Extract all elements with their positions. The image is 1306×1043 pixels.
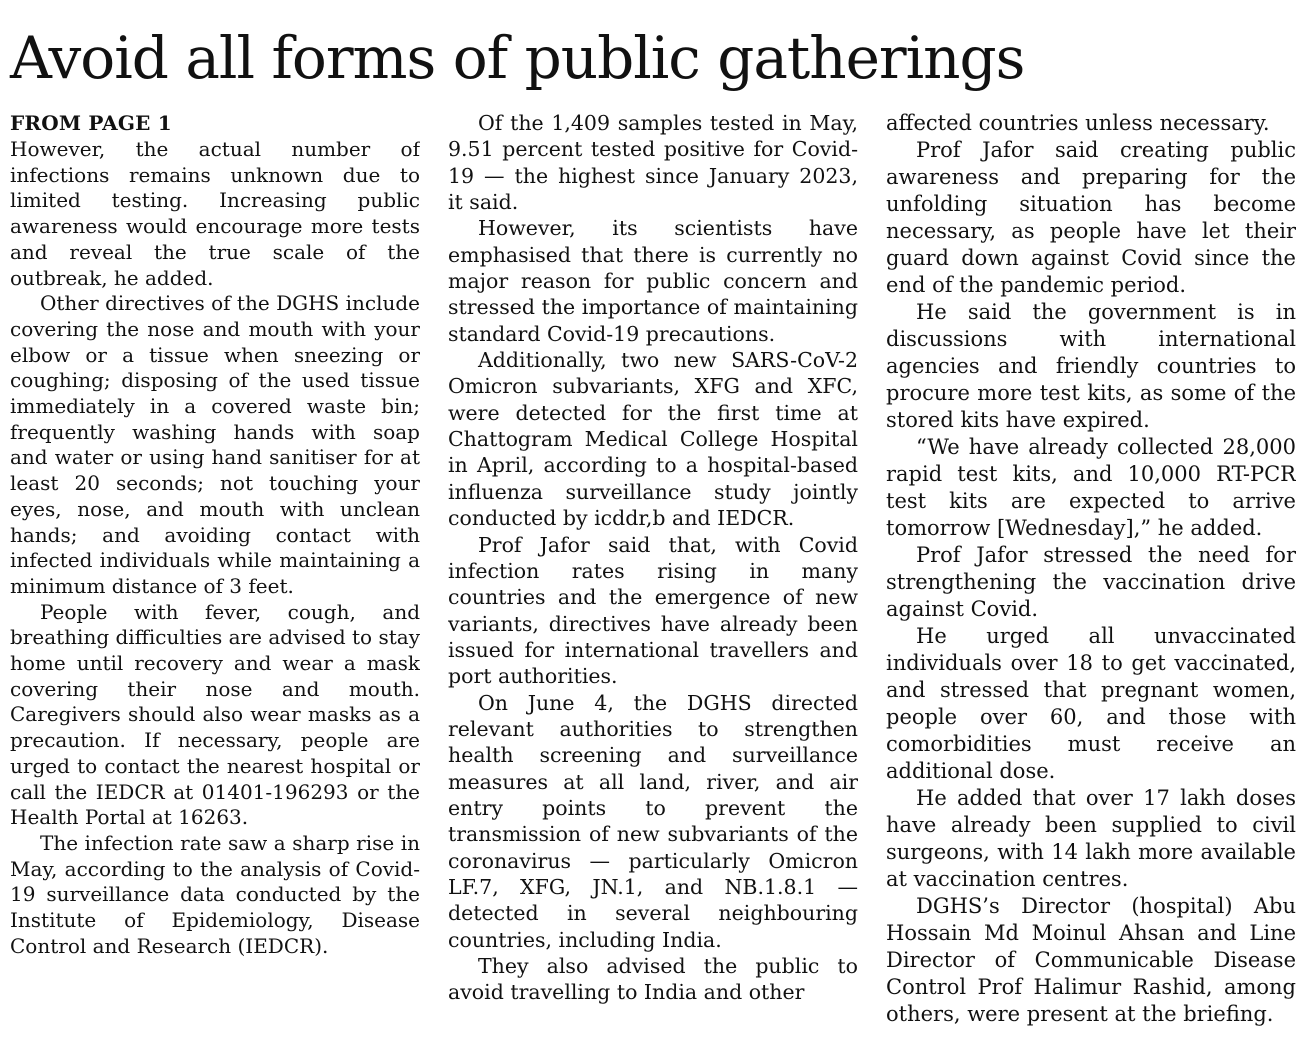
paragraph: He said the government is in discussions with international agencies and friendly countries to procure more test kits, as some of the stored kits have expired. <box>886 300 1296 432</box>
continuation-kicker: FROM PAGE 1 <box>10 111 172 135</box>
paragraph: Prof Jafor said creating public awareness and preparing for the unfolding situation has become necessary, as people have let their guard down against Covid since the end of the pandemic period. <box>886 138 1296 297</box>
paragraph: Prof Jafor stressed the need for strengthening the vaccination drive against Covid. <box>886 543 1296 621</box>
article-column-2 <box>448 110 858 1028</box>
paragraph: Prof Jafor said that, with Covid infection rates rising in many countries and the emergence of new variants, directives have already been issued for international travellers and port authorities. <box>448 532 858 689</box>
paragraph: However, its scientists have emphasised that there is currently no major reason for public concern and stressed the importance of maintaining standard Covid-19 precautions. <box>448 216 858 346</box>
paragraph: Additionally, two new SARS-CoV-2 Omicron subvariants, XFG and XFC, were detected for the first time at Chattogram Medical College Hospital in April, according to a hospital-based influenza surveillance study jointly conducted by icddr,b and IEDCR. <box>448 348 858 531</box>
paragraph: They also advised the public to avoid travelling to India and other <box>448 954 858 1005</box>
paragraph: “We have already collected 28,000 rapid test kits, and 10,000 RT-PCR test kits are expected to arrive tomorrow [Wednesday],” he added. <box>886 435 1296 540</box>
paragraph: DGHS’s Director (hospital) Abu Hossain Md Moinul Ahsan and Line Director of Communicable Disease Control Prof Halimur Rashid, among others, were present at the briefing. <box>886 894 1296 1026</box>
headline: Avoid all forms of public gatherings <box>10 24 1025 92</box>
paragraph: He added that over 17 lakh doses have already been supplied to civil surgeons, with 14 lakh more available at vaccination centres. <box>886 786 1296 891</box>
paragraph: The infection rate saw a sharp rise in May, according to the analysis of Covid-19 surveillance data conducted by the Institute of Epidemiology, Disease Control and Research (IEDCR). <box>10 830 420 958</box>
article-column-1 <box>10 110 420 1028</box>
paragraph: Of the 1,409 samples tested in May, 9.51 percent tested positive for Covid-19 — the highest since January 2023, it said. <box>448 111 858 215</box>
paragraph: affected countries unless necessary. <box>886 111 1270 135</box>
paragraph: He urged all unvaccinated individuals over 18 to get vaccinated, and stressed that pregnant women, people over 60, and those with comorbidities must receive an additional dose. <box>886 624 1296 783</box>
paragraph: Other directives of the DGHS include covering the nose and mouth with your elbow or a tissue when sneezing or coughing; disposing of the used tissue immediately in a covered waste bin; frequently washing hands with soap and water or using hand sanitiser for at least 20 seconds; not touching your eyes, nose, and mouth with unclean hands; and avoiding contact with infected individuals while maintaining a minimum distance of 3 feet. <box>10 291 420 598</box>
paragraph: On June 4, the DGHS directed relevant authorities to strengthen health screening and surveillance measures at all land, river, and air entry points to prevent the transmission of new subvariants of the coronavirus — particularly Omicron LF.7, XFG, JN.1, and NB.1.8.1 — detected in several neighbouring countries, including India. <box>448 690 858 952</box>
article-column-3 <box>886 110 1296 1028</box>
paragraph: However, the actual number of infections remains unknown due to limited testing. Increasing public awareness would encourage more tests and reveal the true scale of the outbreak, he added. <box>10 137 420 290</box>
paragraph: People with fever, cough, and breathing difficulties are advised to stay home until recovery and wear a mask covering their nose and mouth. Caregivers should also wear masks as a precaution. If necessary, people are urged to contact the nearest hospital or call the IEDCR at 01401-196293 or the Health Portal at 16263. <box>10 599 420 830</box>
